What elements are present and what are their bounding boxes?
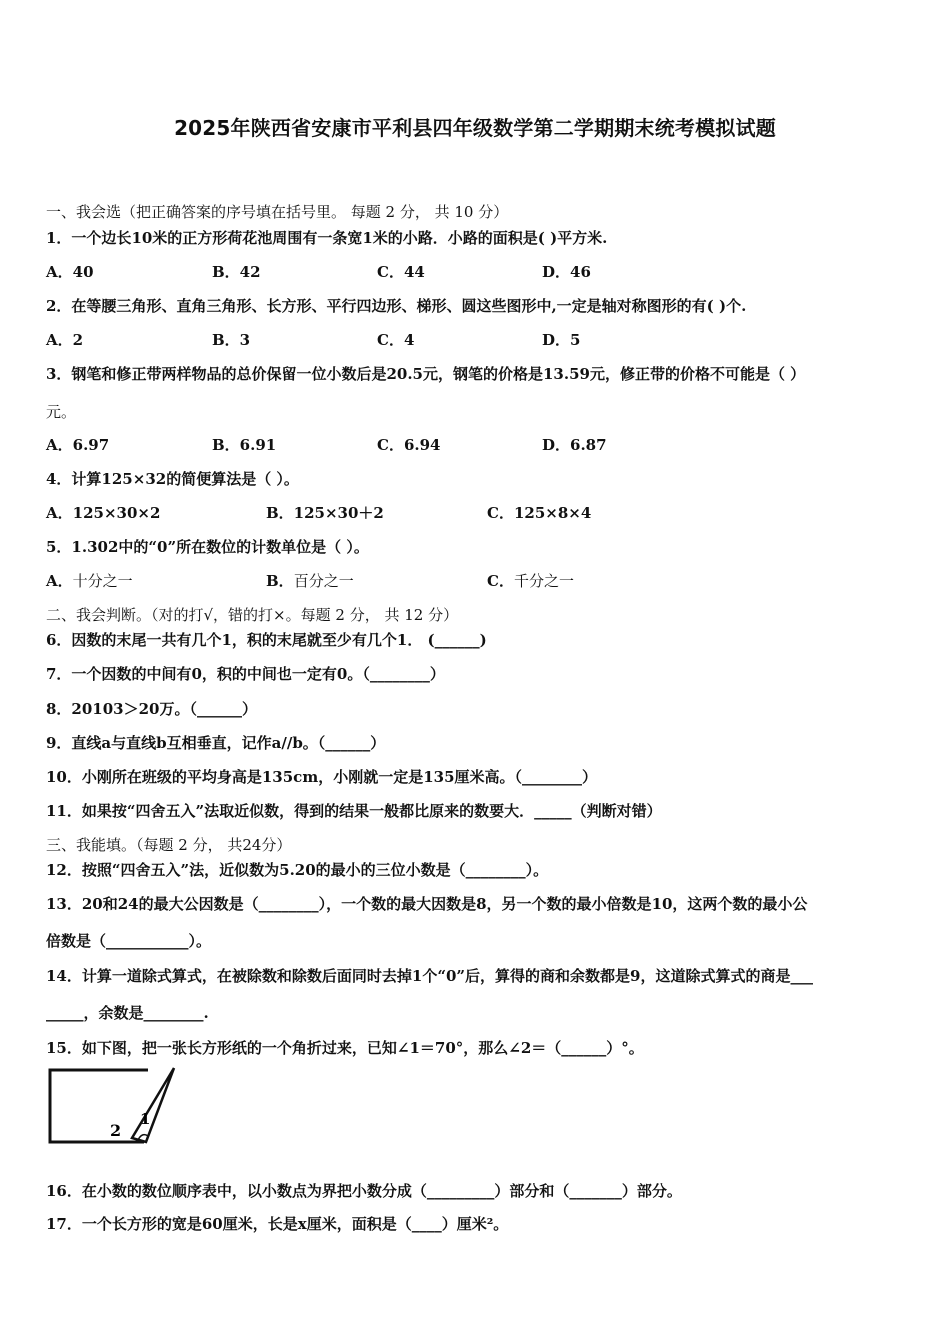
q4-option-c: C．125×8×4 xyxy=(487,504,592,522)
question-13-continued: 倍数是（___________）。 xyxy=(46,932,212,950)
q5-option-a xyxy=(46,571,133,591)
question-12: 12．按照“四舍五入”法，近似数为5.20的最小的三位小数是（________）。 xyxy=(46,861,549,879)
question-2: 2．在等腰三角形、直角三角形、长方形、平行四边形、梯形、圆这些图形中,一定是轴对称图形的有( )个. xyxy=(46,297,747,315)
question-14-continued: _____，余数是________. xyxy=(46,1004,209,1022)
angle-2-label: 2 xyxy=(110,1121,122,1140)
question-1: 1．一个边长10米的正方形荷花池周围有一条宽1米的小路．小路的面积是( )平方米. xyxy=(46,229,608,247)
angle-1-label: 1 xyxy=(140,1110,151,1128)
folded-rectangle-figure xyxy=(46,1066,186,1148)
q4-option-a: A．125×30×2 xyxy=(46,504,161,522)
q5-option-c-text: 千分之一 xyxy=(513,572,574,590)
q5-option-b xyxy=(266,571,354,591)
q1-option-c: C．44 xyxy=(377,263,425,281)
q1-option-d: D．46 xyxy=(542,263,591,281)
q5-option-b-letter: B． xyxy=(266,572,294,590)
q5-option-a-letter: A． xyxy=(46,572,73,590)
q3-option-d: D．6.87 xyxy=(542,436,607,454)
section-3-heading: 三、我能填。（每题 2 分， 共24分） xyxy=(46,836,292,854)
question-8: 8．20103＞20万。（______） xyxy=(46,700,257,718)
q2-option-b: B．3 xyxy=(212,331,251,349)
q3-option-b: B．6.91 xyxy=(212,436,277,454)
question-6: 6．因数的末尾一共有几个1，积的末尾就至少有几个1． (______) xyxy=(46,631,487,649)
q1-option-b: B．42 xyxy=(212,263,261,281)
q3-option-a: A．6.97 xyxy=(46,436,110,454)
q5-option-a-text: 十分之一 xyxy=(72,572,133,590)
q2-option-c: C．4 xyxy=(377,331,415,349)
question-16: 16．在小数的数位顺序表中，以小数点为界把小数分成（_________）部分和（_______）部分。 xyxy=(46,1182,682,1200)
section-1-heading: 一、我会选（把正确答案的序号填在括号里。 每题 2 分， 共 10 分） xyxy=(46,203,509,221)
question-17: 17．一个长方形的宽是60厘米，长是x厘米，面积是（____）厘米²。 xyxy=(46,1215,509,1233)
question-3-continued: 元。 xyxy=(46,403,77,421)
page-title: 2025年陕西省安康市平利县四年级数学第二学期期末统考模拟试题 xyxy=(174,116,776,140)
q4-option-b: B．125×30＋2 xyxy=(266,504,384,522)
question-11: 11．如果按“四舍五入”法取近似数，得到的结果一般都比原来的数要大．_____（判断对错） xyxy=(46,802,662,820)
question-4: 4．计算125×32的简便算法是（ ）。 xyxy=(46,470,299,488)
q2-option-d: D．5 xyxy=(542,331,581,349)
rectangle-outline xyxy=(50,1070,151,1142)
q2-option-a: A．2 xyxy=(46,331,84,349)
section-2-heading: 二、我会判断。（对的打√，错的打×。每题 2 分， 共 12 分） xyxy=(46,606,459,624)
question-13: 13．20和24的最大公因数是（________），一个数的最大因数是8，另一个数的最小倍数是10，这两个数的最小公 xyxy=(46,895,808,913)
q1-option-a: A．40 xyxy=(46,263,94,281)
question-15: 15．如下图，把一张长方形纸的一个角折过来，已知∠1＝70°，那么∠2＝（______）°。 xyxy=(46,1039,644,1057)
question-7: 7．一个因数的中间有0，积的中间也一定有0。（________） xyxy=(46,665,445,683)
q5-option-c xyxy=(487,571,574,591)
q5-option-b-text: 百分之一 xyxy=(293,572,354,590)
question-9: 9．直线a与直线b互相垂直，记作a//b。（______） xyxy=(46,734,386,752)
question-14: 14．计算一道除式算式，在被除数和除数后面同时去掉1个“0”后，算得的商和余数都是9，这道除式算式的商是___ xyxy=(46,967,813,985)
folded-corner xyxy=(132,1068,174,1142)
q5-option-c-letter: C． xyxy=(487,572,514,590)
q3-option-c: C．6.94 xyxy=(377,436,441,454)
question-3: 3．钢笔和修正带两样物品的总价保留一位小数后是20.5元，钢笔的价格是13.59元，修正带的价格不可能是（ ） xyxy=(46,365,806,383)
question-5: 5．1.302中的“0”所在数位的计数单位是（ ）。 xyxy=(46,538,369,556)
question-10: 10．小刚所在班级的平均身高是135cm，小刚就一定是135厘米高。（________） xyxy=(46,768,598,786)
